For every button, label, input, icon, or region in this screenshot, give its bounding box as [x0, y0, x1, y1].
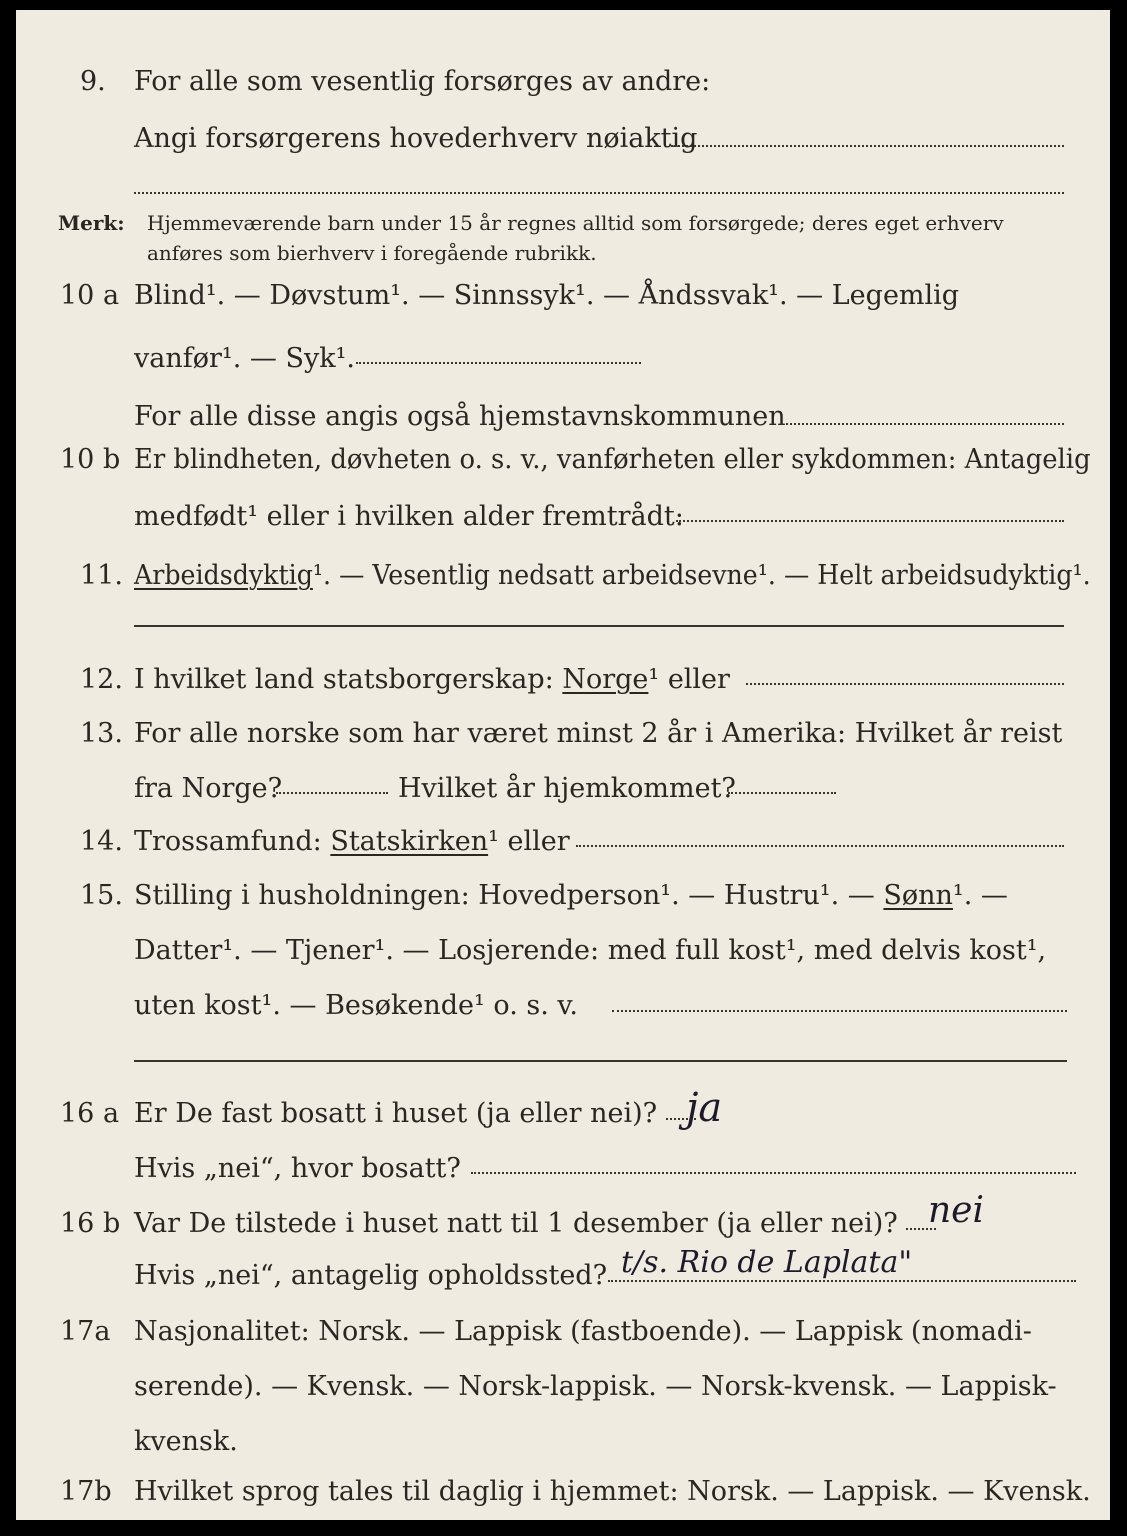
q9-answer-line-2[interactable]: [134, 192, 1064, 194]
q14-post: ¹ eller: [488, 826, 570, 857]
q12-line: [134, 666, 730, 693]
q10b-number: 10 b: [60, 444, 121, 475]
q15-answer-line-2[interactable]: [134, 1060, 1067, 1062]
q10b-line2: medfødt¹ eller i hvilken alder fremtrådt:: [134, 501, 684, 532]
q17a-number: 17a: [60, 1316, 111, 1347]
q9-line1: For alle som vesentlig forsørges av andre:: [134, 66, 711, 97]
q14-question: Trossamfund:: [134, 826, 322, 857]
q16b-whereabouts-line[interactable]: [608, 1280, 1076, 1282]
q15-line3: uten kost¹. — Besøkende¹ o. s. v.: [134, 990, 579, 1021]
q15-line2: Datter¹. — Tjener¹. — Losjerende: med full kost¹, med delvis kost¹,: [134, 935, 1047, 966]
q15-line1a: Stilling i husholdningen: Hovedperson¹. — Hustru¹. —: [134, 880, 875, 911]
q15-line1: [134, 882, 1008, 909]
q17b-number: 17b: [60, 1476, 112, 1507]
q10a-line1: Blind¹. — Døvstum¹. — Sinnssyk¹. — Åndssvak¹. — Legemlig: [134, 280, 960, 311]
q12-answer-line[interactable]: [746, 683, 1064, 685]
q17b-line1: Hvilket sprog tales til daglig i hjemmet: Norsk. — Lappisk. — Kvensk.: [134, 1476, 1091, 1507]
q10a-hometown-line[interactable]: [781, 423, 1064, 425]
q16a-residence-line[interactable]: [471, 1172, 1076, 1174]
q17a-line2: serende). — Kvensk. — Norsk-lappisk. — Norsk-kvensk. — Lappisk-: [134, 1371, 1057, 1402]
q16b-handwritten-whereabouts: t/s. Rio de Laplata": [621, 1245, 913, 1280]
q10a-line3: For alle disse angis også hjemstavnskommunen: [134, 401, 786, 432]
q16a-line2: Hvis „nei“, hvor bosatt?: [134, 1153, 461, 1184]
merk-line1: Hjemmeværende barn under 15 år regnes alltid som forsørgede; deres eget erhverv: [147, 211, 1004, 235]
q9-number: 9.: [80, 66, 106, 97]
q16a-handwritten-answer: ja: [686, 1085, 723, 1131]
q14-selected-option: Statskirken: [330, 826, 489, 857]
q14-line: [134, 828, 570, 855]
merk-label: Merk:: [58, 211, 125, 235]
q10a-number: 10 a: [60, 280, 120, 311]
q10b-answer-line[interactable]: [676, 520, 1064, 522]
q11-selected-option: Arbeidsdyktig: [134, 560, 313, 591]
q11-line: [134, 562, 1091, 589]
q10a-answer-line[interactable]: [356, 362, 641, 364]
q13-departure-year-line[interactable]: [276, 792, 388, 794]
merk-line2: anføres som bierhverv i foregående rubrikk.: [147, 241, 597, 265]
q13-number: 13.: [80, 718, 123, 749]
q9-line2: Angi forsørgerens hovederhverv nøiaktig: [134, 123, 698, 154]
q13-line1: For alle norske som har været minst 2 år i Amerika: Hvilket år reist: [134, 718, 1063, 749]
q12-post: ¹ eller: [648, 664, 730, 695]
q11-answer-line[interactable]: [134, 625, 1064, 627]
q12-number: 12.: [80, 664, 123, 695]
q13-return-year-line[interactable]: [728, 792, 836, 794]
q16a-line1: Er De fast bosatt i huset (ja eller nei)?: [134, 1098, 658, 1129]
q17a-line3: kvensk.: [134, 1426, 238, 1457]
q10a-line2: vanfør¹. — Syk¹.: [134, 343, 355, 374]
q16b-line1: Var De tilstede i huset natt til 1 desember (ja eller nei)?: [134, 1208, 898, 1239]
q10b-line1: Er blindheten, døvheten o. s. v., vanførheten eller sykdommen: Antagelig: [134, 444, 1091, 475]
q17a-line1: Nasjonalitet: Norsk. — Lappisk (fastboende). — Lappisk (nomadi-: [134, 1316, 1032, 1347]
q12-question: I hvilket land statsborgerskap:: [134, 664, 554, 695]
census-form-page: [16, 10, 1110, 1520]
q14-answer-line[interactable]: [576, 845, 1064, 847]
q9-answer-line[interactable]: [671, 145, 1064, 147]
q14-number: 14.: [80, 826, 123, 857]
q12-selected-option: Norge: [562, 664, 649, 695]
q16b-number: 16 b: [60, 1208, 121, 1239]
q16b-handwritten-answer: nei: [928, 1190, 985, 1231]
q16b-line2: Hvis „nei“, antagelig opholdssted?: [134, 1260, 608, 1291]
q13-line2b: Hvilket år hjemkommet?: [398, 773, 736, 804]
q15-selected-option: Sønn: [883, 880, 953, 911]
q11-number: 11.: [80, 560, 123, 591]
q15-line1b: ¹. —: [952, 880, 1008, 911]
q15-number: 15.: [80, 880, 123, 911]
q13-line2a: fra Norge?: [134, 773, 283, 804]
q15-answer-line[interactable]: [612, 1010, 1067, 1012]
q11-rest: ¹. — Vesentlig nedsatt arbeidsevne¹. — Helt arbeidsudyktig¹.: [312, 560, 1091, 591]
q16a-number: 16 a: [60, 1098, 120, 1129]
